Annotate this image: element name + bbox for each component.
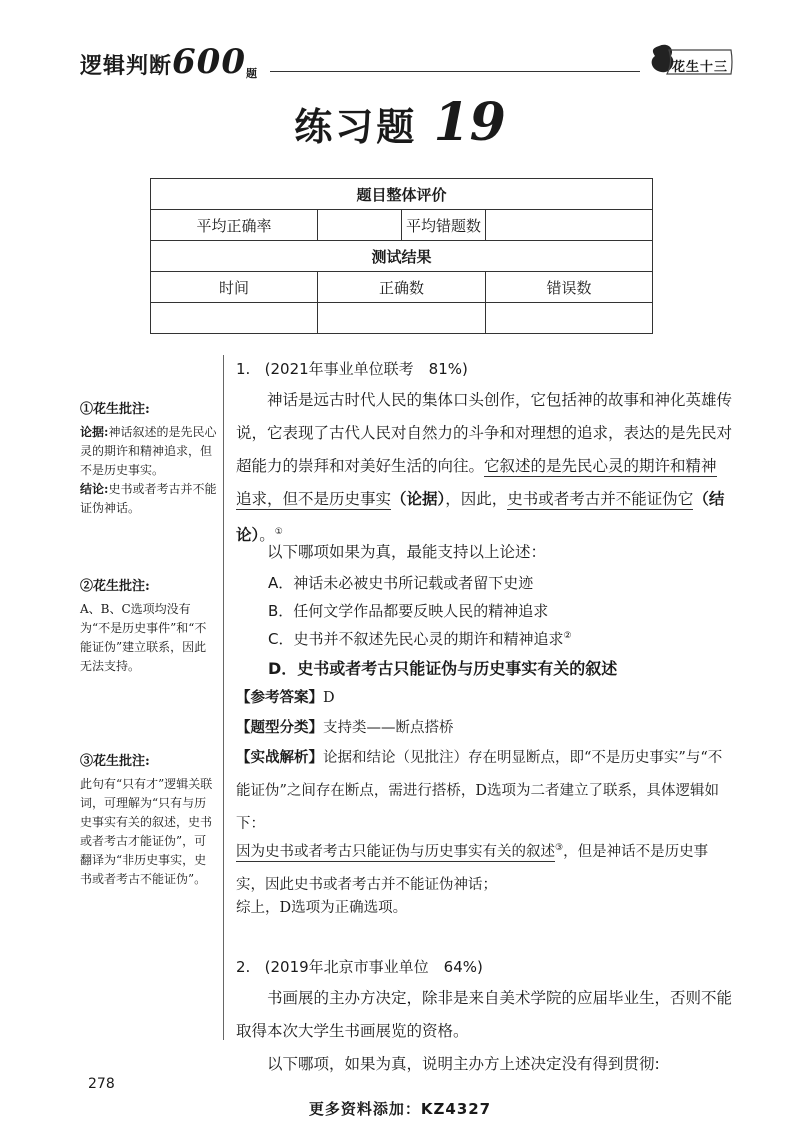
analysis-text: 论据和结论（见批注）存在明显断点，即“不是历史事实”与“不能证伪”之间存在断点，需进行搭桥，D选项为二者建立了联系，具体逻辑如下： — [236, 750, 723, 832]
annotation-note-1 — [80, 400, 218, 518]
note-title: ③花生批注: — [80, 754, 150, 769]
type-label: 【题型分类】 — [236, 720, 323, 736]
option-c-text: C．史书并不叙述先民心灵的期许和精神追求 — [268, 630, 564, 648]
note-title: ①花生批注: — [80, 402, 150, 417]
page-number: 278 — [88, 1076, 115, 1092]
question-2-prompt: 以下哪项，如果为真，说明主办方上述决定没有得到贯彻: — [267, 1055, 660, 1073]
summary-line: 综上，D选项为正确选项。 — [236, 900, 408, 916]
avg-errors-label: 平均错题数 — [402, 210, 486, 241]
annotation-divider — [223, 355, 224, 1040]
annotation-note-2 — [80, 577, 218, 676]
footer-text: 更多资料添加：KZ4327 — [308, 1100, 492, 1118]
note-conclusion-label: 结论: — [80, 482, 109, 496]
question-1-prompt: 以下哪项如果为真，最能支持以上论述： — [267, 543, 547, 561]
note-conclusion-text: 史书或者考古并不能证伪神话。 — [80, 482, 217, 515]
question-source: (2019年北京市事业单位 64%) — [264, 958, 483, 976]
option-d[interactable]: D．史书或者考古只能证伪与历史事实有关的叙述 — [268, 659, 618, 678]
question-number: 1. — [236, 360, 251, 378]
result-table — [150, 271, 653, 334]
book-title-text: 逻辑判断 — [80, 54, 173, 79]
note-ref-2: ② — [563, 631, 572, 641]
wrong-label: 错误数 — [486, 272, 653, 303]
note-body: A、B、C选项均没有为“不是历史事件”和“不能证伪”建立联系，因此无法支持。 — [80, 602, 207, 673]
note-argument-text: 神话叙述的是先民心灵的期许和精神追求，但不是历史事实。 — [80, 425, 217, 477]
type-line — [236, 712, 732, 745]
overall-eval-header: 题目整体评价 — [151, 179, 653, 210]
conclusion-tag: （结论） — [236, 490, 725, 545]
logic-underlined: 因为史书或者考古只能证伪与历史事实有关的叙述 — [236, 843, 555, 860]
stem-conclusion-underlined: 史书或者考古并不能证伪它 — [507, 490, 694, 508]
type-value: 支持类——断点搭桥 — [323, 720, 454, 736]
page-title — [0, 92, 800, 153]
book-title-number: 600 — [172, 42, 246, 82]
option-b[interactable]: B．任何文学作品都要反映人民的精神追求 — [268, 602, 549, 620]
correct-cell[interactable] — [318, 303, 486, 334]
question-1-header — [236, 358, 468, 379]
stem-argument-underlined: 它叙述的是先民心灵的期许和精神追求，但不是历史事实 — [236, 457, 717, 508]
stem-period: 。 — [259, 526, 275, 545]
question-1-stem — [236, 384, 732, 552]
note-ref-3: ③ — [555, 843, 564, 853]
wrong-cell[interactable] — [486, 303, 653, 334]
book-title — [80, 42, 258, 82]
answer-line — [236, 682, 732, 715]
time-cell[interactable] — [151, 303, 318, 334]
page-title-number: 19 — [433, 92, 506, 153]
note-body — [80, 423, 218, 480]
stem-connector: ，因此， — [445, 490, 508, 508]
analysis-label: 【实战解析】 — [236, 750, 323, 766]
annotation-note-3 — [80, 752, 218, 889]
answer-label: 【参考答案】 — [236, 690, 323, 706]
time-label: 时间 — [151, 272, 318, 303]
avg-accuracy-label: 平均正确率 — [151, 210, 318, 241]
header-rule — [270, 71, 640, 72]
correct-label: 正确数 — [318, 272, 486, 303]
option-a[interactable]: A．神话未必被史书所记载或者留下史迹 — [268, 574, 534, 592]
question-2-stem: 书画展的主办方决定，除非是来自美术学院的应届毕业生，否则不能取得本次大学生书画展览的资格。 — [236, 989, 733, 1040]
question-2-header — [236, 956, 483, 977]
option-c[interactable] — [268, 628, 572, 649]
book-title-suffix: 题 — [246, 67, 258, 80]
brand-label: 花生十三 — [672, 60, 729, 75]
note-body: 此句有“只有才”逻辑关联词，可理解为“只有与历史事实有关的叙述，史书或者考古才能证伪”，可翻译为“非历史事实，史书或者考古不能证伪”。 — [80, 777, 213, 886]
argument-tag: （论据） — [391, 490, 446, 508]
stem-text: 神话是远古时代人民的集体口头创作，它包括神的故事和神化英雄传说，它表现了古代人民对自然力的斗争和对理想的追求，表达的是先民对超能力的崇拜和对美好生活的向往。 — [236, 391, 733, 475]
question-source: (2021年事业单位联考 81%) — [264, 360, 468, 378]
note-argument-label: 论据: — [80, 425, 109, 439]
page-title-label: 练习题 — [294, 105, 418, 149]
note-body — [80, 480, 218, 518]
avg-errors-cell[interactable] — [486, 210, 653, 241]
question-number: 2. — [236, 958, 251, 976]
evaluation-table — [150, 178, 653, 272]
analysis-block — [236, 742, 732, 841]
logic-rest: ，但是神话不是历史事实，因此史书或者考古并不能证伪神话； — [236, 843, 709, 893]
answer-value: D — [323, 690, 335, 706]
test-result-header: 测试结果 — [151, 241, 653, 272]
note-ref-1: ① — [274, 527, 283, 537]
note-title: ②花生批注: — [80, 579, 150, 594]
avg-accuracy-cell[interactable] — [318, 210, 402, 241]
